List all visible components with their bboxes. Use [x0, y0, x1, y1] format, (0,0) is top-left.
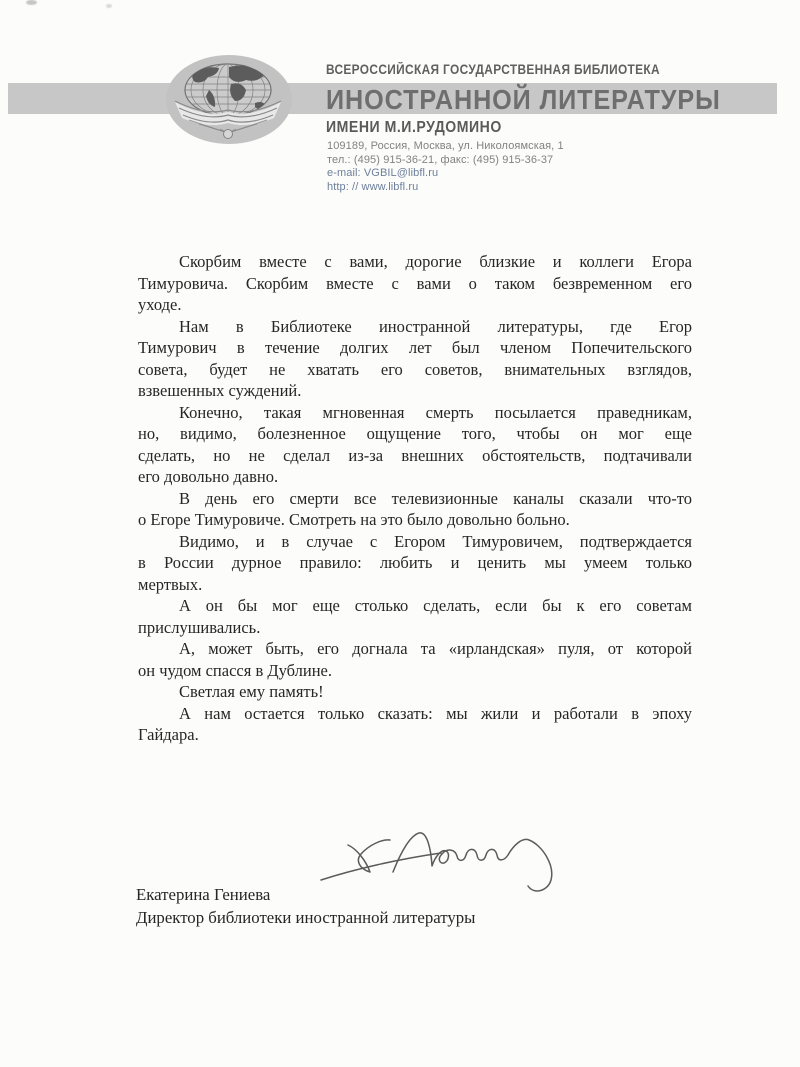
letter-line: В день его смерти все телевизионные каналы сказали что-то [179, 488, 692, 508]
contact-block [327, 140, 564, 194]
contact-address: 109189, Россия, Москва, ул. Николоямская, 1 [327, 140, 564, 152]
letter-line: о Егоре Тимуровиче. Смотреть на это было довольно больно. [138, 510, 570, 529]
letter-line: А, может быть, его догнала та «ирландская» пуля, от которой [179, 639, 692, 658]
scan-speck [26, 0, 37, 5]
letter-line: но, видимо, болезненное ощущение того, чтобы он мог еще [138, 424, 692, 443]
letter-line: Тимуровича. Скорбим вместе с вами о таком безвременном его [138, 273, 692, 293]
letter-line: он чудом спасся в Дублине. [138, 660, 332, 680]
letter-line: мертвых. [138, 574, 203, 594]
letter-line: в России дурное правило: любить и ценить мы умеем только [138, 553, 692, 572]
signature-block [136, 884, 475, 929]
contact-phone-fax: тел.: (495) 915-36-21, факс: (495) 915-36-37 [327, 153, 554, 166]
letter-line: прислушивались. [138, 617, 261, 637]
letter-line: Конечно, такая мгновенная смерть посылается праведникам, [179, 402, 692, 422]
contact-website: http: // www.libfl.ru [327, 180, 419, 193]
letter-line: совета, будет не хватать его советов, внимательных взглядов, [138, 359, 692, 379]
letter-line: взвешенных суждений. [138, 381, 302, 400]
letter-line: Тимурович в течение долгих лет был членом Попечительского [138, 338, 692, 357]
signer-name: Екатерина Гениева [136, 885, 271, 904]
letter-line: А он бы мог еще столько сделать, если бы к его советам [179, 596, 692, 615]
letter-line: Гайдара. [138, 725, 199, 744]
library-title-line1: ВСЕРОССИЙСКАЯ ГОСУДАРСТВЕННАЯ БИБЛИОТЕКА [326, 62, 660, 77]
library-title-line2: ИНОСТРАННОЙ ЛИТЕРАТУРЫ [326, 84, 721, 115]
letter-line: Видимо, и в случае с Егором Тимуровичем, подтверждается [179, 531, 692, 551]
letter-line: уходе. [138, 295, 182, 314]
letter-line: его довольно давно. [138, 467, 279, 486]
letter-body [138, 251, 692, 746]
letter-line: сделать, но не сделал из-за внешних обстоятельств, подтачивали [138, 445, 692, 465]
letter-line: Светлая ему память! [179, 682, 324, 701]
contact-email: e-mail: VGBIL@libfl.ru [327, 167, 439, 180]
library-title-line3: ИМЕНИ М.И.РУДОМИНО [326, 119, 502, 136]
library-logo-globe-book-icon [165, 54, 293, 145]
letter-line: Нам в Библиотеке иностранной литературы, где Егор [179, 316, 692, 336]
letter-line: А нам остается только сказать: мы жили и работали в эпоху [179, 703, 692, 723]
letter-line: Скорбим вместе с вами, дорогие близкие и коллеги Егора [179, 252, 692, 271]
scan-speck [106, 4, 112, 8]
signer-title: Директор библиотеки иностранной литературы [136, 907, 476, 927]
